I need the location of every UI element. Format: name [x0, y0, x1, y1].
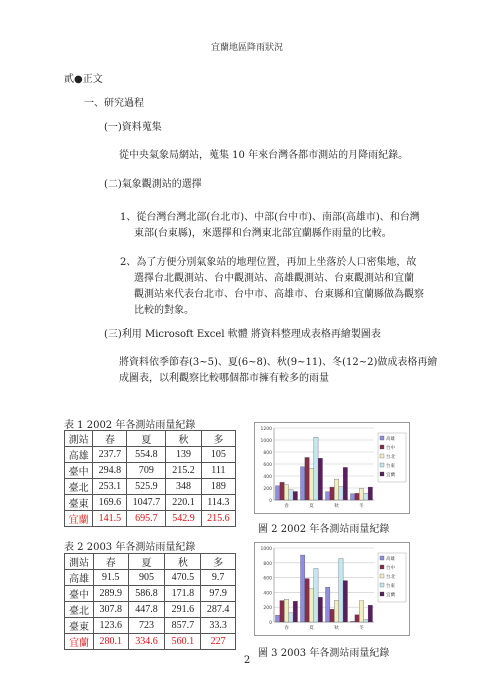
rainfall-cell: 291.6 — [165, 602, 201, 618]
table-row — [65, 447, 236, 463]
legend-label: 台北 — [386, 455, 395, 460]
rainfall-cell: 33.3 — [201, 618, 236, 634]
bar-宜蘭-夏 — [318, 458, 322, 500]
bar-台北-夏 — [309, 468, 313, 500]
bar-台東-冬 — [364, 493, 368, 500]
legend-label: 台東 — [386, 464, 395, 469]
table-header-cell: 夏 — [128, 554, 165, 570]
station-cell: 臺北 — [65, 479, 93, 495]
bar-宜蘭-春 — [293, 492, 297, 500]
y-tick-label: 0 — [269, 621, 272, 626]
legend-label: 高雄 — [386, 437, 395, 442]
y-tick-label: 400 — [263, 591, 272, 597]
legend-label: 台中 — [386, 566, 395, 571]
chart1-caption: 圖 2 2002 年各測站雨量紀錄 — [258, 524, 390, 535]
table-header-cell: 測站 — [65, 554, 94, 570]
table-header-cell: 測站 — [65, 431, 93, 447]
bar-台東-夏 — [314, 568, 318, 622]
bar-高雄-秋 — [326, 492, 330, 500]
table-row — [65, 511, 236, 527]
y-tick-label: 200 — [263, 606, 272, 612]
station-cell: 宜蘭 — [65, 511, 93, 527]
table-row — [65, 570, 236, 586]
legend-swatch — [380, 454, 384, 458]
bar-高雄-夏 — [301, 467, 305, 500]
station-cell: 臺北 — [65, 602, 94, 618]
x-tick-label: 春 — [284, 504, 289, 509]
bar-高雄-冬 — [351, 494, 355, 500]
table-header-cell: 秋 — [165, 554, 201, 570]
y-tick-label: 1000 — [260, 439, 272, 444]
table-header-cell: 春 — [93, 554, 128, 570]
legend-label: 宜蘭 — [386, 593, 395, 598]
rainfall-cell: 1047.7 — [127, 495, 166, 511]
y-tick-label: 800 — [263, 451, 272, 456]
legend-swatch — [380, 583, 384, 587]
bar-台中-冬 — [355, 615, 359, 622]
rainfall-cell: 307.8 — [93, 602, 128, 618]
station-cell: 臺中 — [65, 586, 94, 602]
rainfall-cell: 9.7 — [201, 570, 236, 586]
table-header-cell: 多 — [201, 554, 236, 570]
bar-台中-春 — [280, 601, 284, 622]
table-header-cell: 秋 — [166, 431, 201, 447]
item3-line2: 成圖表，以利觀察比較哪個都市擁有較多的雨量 — [119, 373, 329, 384]
rainfall-cell: 287.4 — [201, 602, 236, 618]
rainfall-cell: 97.9 — [201, 586, 236, 602]
bar-台東-秋 — [339, 559, 343, 622]
rainfall-cell: 560.1 — [165, 634, 201, 650]
station-cell: 高雄 — [65, 570, 94, 586]
bar-台中-夏 — [305, 579, 309, 622]
y-tick-label: 400 — [263, 475, 272, 480]
legend-swatch — [380, 463, 384, 467]
y-tick-label: 600 — [263, 576, 272, 582]
rainfall-cell: 227 — [201, 634, 236, 650]
table2-caption: 表 2 2003 年各測站雨量紀錄 — [64, 542, 196, 553]
bar-台北-秋 — [334, 600, 338, 622]
section-title: 貳●正文 — [64, 74, 103, 85]
bar-台東-春 — [289, 613, 293, 622]
bar-台北-冬 — [359, 489, 363, 500]
page-header: 宜蘭地區降雨狀況 — [210, 43, 283, 53]
item2-p1-line1: 1、從台灣台灣北部(台北市)、中部(台中市)、南部(高雄市)、和台灣 — [120, 212, 420, 223]
rainfall-cell: 348 — [166, 479, 201, 495]
rainfall-cell: 695.7 — [127, 511, 166, 527]
bar-台北-夏 — [309, 589, 313, 622]
rainfall-cell: 723 — [128, 618, 165, 634]
rain-chart-2003 — [254, 542, 410, 636]
station-cell: 宜蘭 — [65, 634, 94, 650]
rainfall-cell: 215.6 — [201, 511, 235, 527]
bar-宜蘭-夏 — [318, 597, 322, 622]
bar-高雄-夏 — [301, 555, 305, 622]
rainfall-cell: 189 — [201, 479, 235, 495]
table-row — [65, 634, 236, 650]
bar-台東-冬 — [364, 620, 368, 622]
rainfall-cell: 111 — [201, 463, 235, 479]
rainfall-cell: 554.8 — [127, 447, 166, 463]
bar-台北-春 — [284, 599, 288, 622]
table-header-cell: 春 — [93, 431, 127, 447]
table-header-row — [65, 554, 236, 570]
rainfall-cell: 525.9 — [127, 479, 166, 495]
sub-title: 一、研究過程 — [84, 98, 144, 109]
rainfall-cell: 171.8 — [165, 586, 201, 602]
bar-台北-秋 — [334, 479, 338, 500]
legend-swatch — [380, 592, 384, 596]
rainfall-cell: 294.8 — [93, 463, 127, 479]
rainfall-cell: 470.5 — [165, 570, 201, 586]
legend-label: 高雄 — [386, 557, 395, 562]
bar-台中-秋 — [330, 609, 334, 622]
item3-title: (三)利用 Microsoft Excel 軟體 將資料整理成表格再繪製圖表 — [104, 329, 381, 340]
rainfall-cell: 169.6 — [93, 495, 127, 511]
table-row — [65, 602, 236, 618]
bar-宜蘭-秋 — [343, 467, 347, 500]
item2-p2-line2: 選擇台北觀測站、台中觀測站、高雄觀測站、台東觀測站和宜蘭 — [134, 273, 414, 284]
rainfall-cell: 253.1 — [93, 479, 127, 495]
item2-p1-line2: 東部(台東縣)，來選擇和台灣東北部宜蘭縣作雨量的比較。 — [134, 228, 392, 239]
table-header-cell: 夏 — [127, 431, 166, 447]
table-row — [65, 495, 236, 511]
chart2-caption: 圖 3 2003 年各測站雨量紀錄 — [258, 648, 390, 659]
table-header-cell: 多 — [201, 431, 235, 447]
item2-paragraph-2 — [120, 255, 450, 319]
bar-高雄-春 — [276, 615, 280, 622]
y-tick-label: 600 — [263, 463, 272, 468]
station-cell: 高雄 — [65, 447, 93, 463]
y-tick-label: 0 — [269, 499, 272, 504]
rainfall-cell: 123.6 — [93, 618, 128, 634]
table-row — [65, 479, 236, 495]
item2-p2-line3: 觀測站來代表台北市、台中市、高雄市、台東縣和宜蘭縣做為觀察 — [134, 289, 424, 300]
legend-swatch — [380, 445, 384, 449]
legend-swatch — [380, 556, 384, 560]
bar-台中-秋 — [330, 487, 334, 500]
y-tick-label: 200 — [263, 487, 272, 492]
legend-swatch — [380, 565, 384, 569]
item2-p2-line4: 比較的對象。 — [134, 305, 194, 316]
bar-宜蘭-冬 — [368, 605, 372, 622]
rainfall-cell: 141.5 — [93, 511, 127, 527]
legend-label: 宜蘭 — [386, 473, 395, 478]
table-row — [65, 618, 236, 634]
bar-台東-秋 — [339, 487, 343, 500]
bar-台中-冬 — [355, 493, 359, 500]
item1-body: 從中央氣象局網站，蒐集 10 年來台灣各都市測站的月降雨紀錄。 — [119, 150, 409, 161]
rainfall-cell: 280.1 — [93, 634, 128, 650]
bar-台北-春 — [284, 485, 288, 500]
x-tick-label: 春 — [284, 626, 289, 631]
rainfall-cell: 334.6 — [128, 634, 165, 650]
item3-line1: 將資料依季節春(3~5)、夏(6~8)、秋(9~11)、冬(12~2)做成表格再繪 — [119, 357, 438, 368]
x-tick-label: 夏 — [309, 626, 314, 631]
bar-宜蘭-秋 — [343, 581, 347, 622]
rainfall-cell: 91.5 — [93, 570, 128, 586]
rainfall-cell: 114.3 — [201, 495, 235, 511]
x-tick-label: 冬 — [359, 626, 364, 631]
item2-title: (二)氣象觀測站的選擇 — [104, 179, 202, 190]
rainfall-cell: 139 — [166, 447, 201, 463]
item3-paragraph — [119, 355, 449, 387]
rainfall-cell: 215.2 — [166, 463, 201, 479]
station-cell: 臺中 — [65, 463, 93, 479]
item2-p2-line1: 2、為了方便分別氣象站的地理位置，再加上坐落於人口密集地，故 — [120, 257, 417, 268]
item2-paragraph-1 — [120, 210, 450, 242]
bar-台中-春 — [280, 482, 284, 500]
table-row — [65, 586, 236, 602]
y-tick-label: 1200 — [260, 427, 272, 432]
rainfall-cell: 447.8 — [128, 602, 165, 618]
rainfall-cell: 857.7 — [165, 618, 201, 634]
legend-swatch — [380, 472, 384, 476]
bar-台東-夏 — [314, 437, 318, 500]
bar-台北-冬 — [359, 601, 363, 622]
rainfall-cell: 237.7 — [93, 447, 127, 463]
bar-高雄-春 — [276, 486, 280, 500]
legend-label: 台東 — [386, 584, 395, 589]
bar-台中-夏 — [305, 457, 309, 500]
rain-table-2003 — [64, 553, 236, 650]
table-row — [65, 463, 236, 479]
item1-title: (一)資料蒐集 — [104, 122, 162, 133]
legend-swatch — [380, 436, 384, 440]
station-cell: 臺東 — [65, 495, 93, 511]
x-tick-label: 秋 — [334, 504, 339, 509]
legend-label: 台北 — [386, 575, 395, 580]
bar-高雄-秋 — [326, 587, 330, 622]
bar-宜蘭-冬 — [368, 487, 372, 500]
x-tick-label: 秋 — [334, 626, 339, 631]
station-cell: 臺東 — [65, 618, 94, 634]
rainfall-cell: 105 — [201, 447, 235, 463]
rainfall-cell: 709 — [127, 463, 166, 479]
y-tick-label: 800 — [263, 561, 272, 567]
bar-台東-春 — [289, 490, 293, 500]
table-header-row — [65, 431, 236, 447]
page-number: 2 — [243, 655, 251, 666]
rainfall-cell: 586.8 — [128, 586, 165, 602]
rainfall-cell: 220.1 — [166, 495, 201, 511]
legend-label: 台中 — [386, 446, 395, 451]
bar-高雄-冬 — [351, 621, 355, 622]
rainfall-cell: 542.9 — [166, 511, 201, 527]
rain-chart-2002 — [254, 422, 410, 514]
rainfall-cell: 905 — [128, 570, 165, 586]
table1-caption: 表 1 2002 年各測站雨量紀錄 — [64, 420, 196, 431]
x-tick-label: 冬 — [359, 504, 364, 509]
rainfall-cell: 289.9 — [93, 586, 128, 602]
bar-宜蘭-春 — [293, 601, 297, 622]
y-tick-label: 1000 — [260, 547, 272, 552]
rain-table-2002 — [64, 430, 236, 527]
legend-swatch — [380, 574, 384, 578]
x-tick-label: 夏 — [309, 504, 314, 509]
